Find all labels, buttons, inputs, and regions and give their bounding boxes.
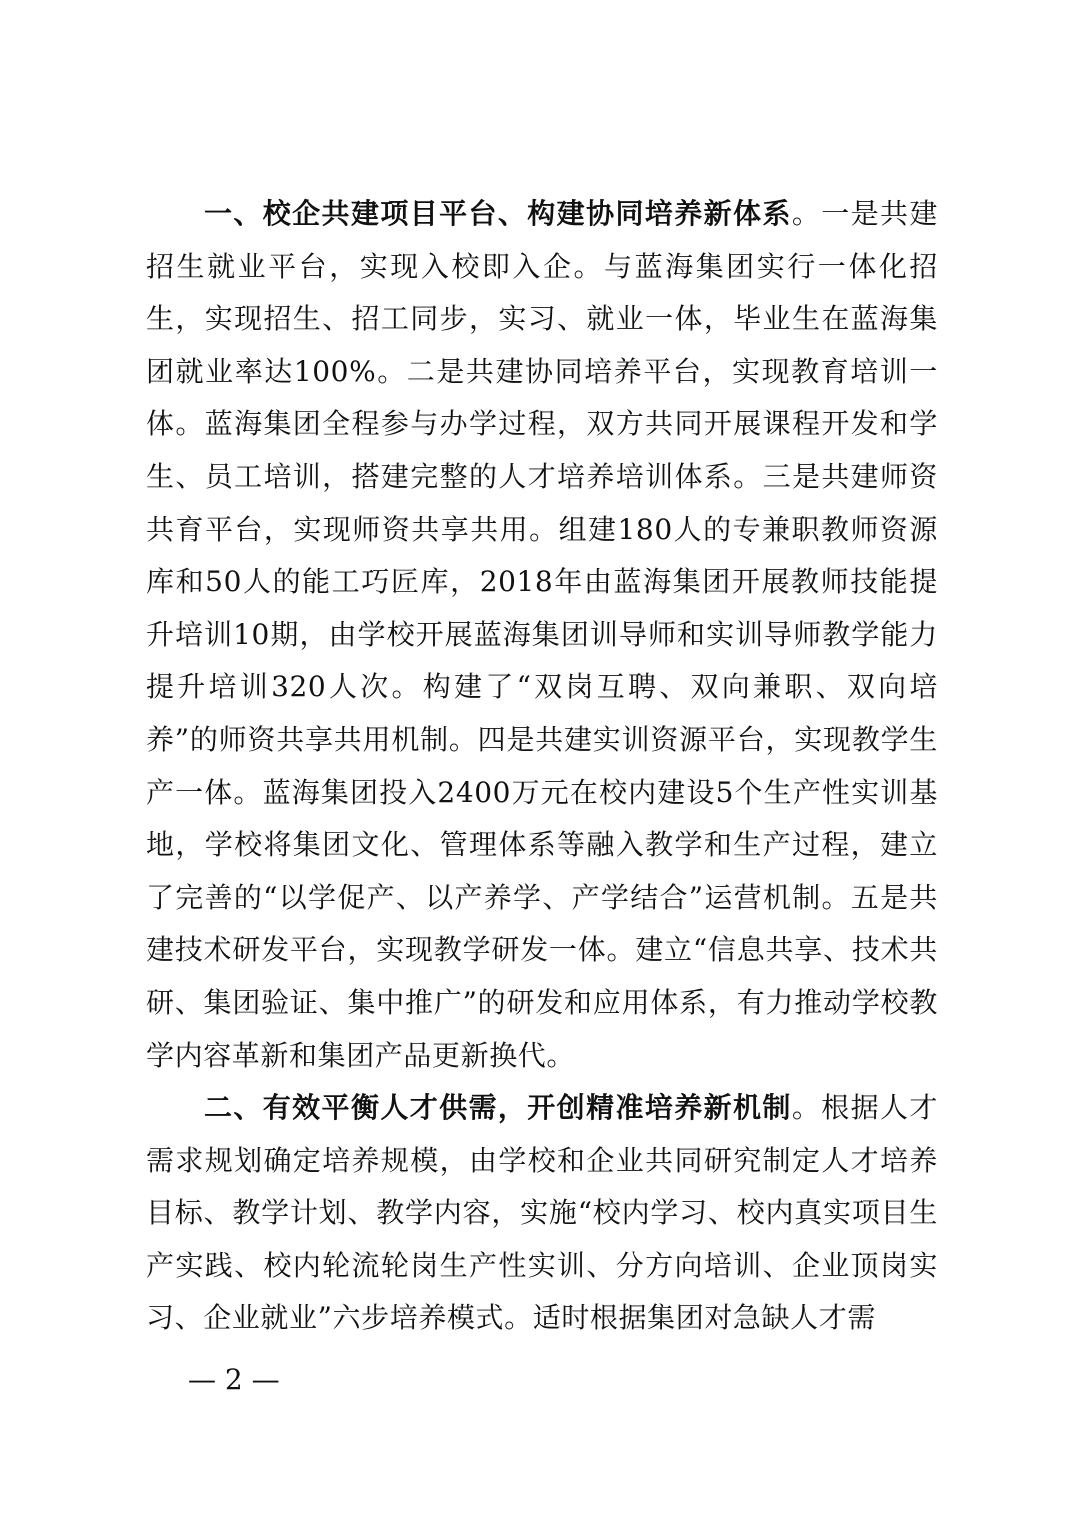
paragraph-1-text: 。一是共建招生就业平台，实现入校即入企。与蓝海集团实行一体化招生，实现招生、招工同步，实习、就业一体，毕业生在蓝海集团就业率达100%。二是共建协同培养平台，实现教育培训一体。蓝海集团全程参与办学过程，双方共同开展课程开发和学生、员工培训，搭建完整的人才培养培训体系。三是共建师资共育平台，实现师资共享共用。组建180人的专兼职教师资源库和50人的能工巧匠库，2018年由蓝海集团开展教师技能提升培训10期，由学校开展蓝海集团训导师和实训导师教学能力提升培训320人次。构建了“双岗互聘、双向兼职、双向培养”的师资共享共用机制。四是共建实训资源平台，实现教学生产一体。蓝海集团投入2400万元在校内建设5个生产性实训基地，学校将集团文化、管理体系等融入教学和生产过程，建立了完善的“以学促产、以产养学、产学结合”运营机制。五是共建技术研发平台，实现教学研发一体。建立“信息共享、技术共研、集团验证、集中推广”的研发和应用体系，有力推动学校教学内容革新和集团产品更新换代。 <box>146 197 938 1072</box>
page-number: — 2 — <box>188 1363 280 1396</box>
paragraph-1 <box>146 188 938 1082</box>
paragraph-2-heading: 二、有效平衡人才供需，开创精准培养新机制 <box>204 1091 792 1125</box>
paragraph-2-text: 。根据人才需求规划确定培养规模，由学校和企业共同研究制定人才培养目标、教学计划、教学内容，实施“校内学习、校内真实项目生产实践、校内轮流轮岗生产性实训、分方向培训、企业顶岗实习、企业就业”六步培养模式。适时根据集团对急缺人才需 <box>146 1091 938 1335</box>
paragraph-2 <box>146 1082 938 1345</box>
document-body <box>146 188 938 1345</box>
paragraph-1-heading: 一、校企共建项目平台、构建协同培养新体系 <box>204 197 792 230</box>
